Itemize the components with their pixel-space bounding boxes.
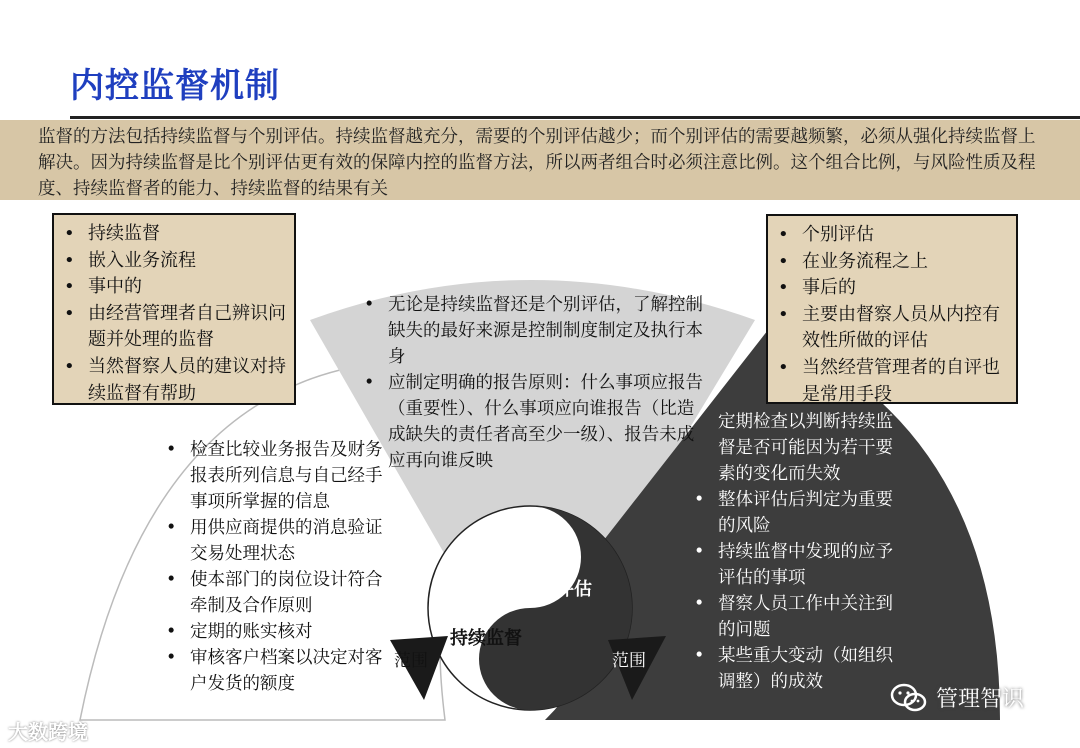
list-item: • 使本部门的岗位设计符合牵制及合作原则 — [160, 567, 395, 619]
list-item: • 嵌入业务流程 — [58, 248, 290, 275]
list-item: • 持续监督 — [58, 221, 290, 248]
list-item: • 无论是持续监督还是个别评估，了解控制缺失的最好来源是控制制度制定及执行本身 — [358, 292, 710, 370]
yinyang-continuous-label: 持续监督 — [450, 628, 522, 649]
intro-text: 监督的方法包括持续监督与个别评估。持续监督越充分，需要的个别评估越少；而个别评估的需要越频繁，必须从强化持续监督上解决。因为持续监督是比个别评估更有效的保障内控的监督方法，所以两者组合时必须注意比例。这个组合比例，与风险性质及程度、持续监督者的能力、持续监督的结果有关 — [0, 120, 1080, 200]
yinyang-individual-label: 个别评估 — [520, 579, 592, 600]
scope-label-left: 范围 — [394, 651, 428, 671]
list-item: • 审核客户档案以决定对客户发货的额度 — [160, 645, 395, 697]
list-item: • 应制定明确的报告原则：什么事项应报告（重要性）、什么事项应向谁报告（比造成缺失的责任者高至少一级）、报告未成应再向谁反映 — [358, 370, 710, 474]
list-item: • 督察人员工作中关注到的问题 — [688, 591, 898, 643]
scope-label-right: 范围 — [612, 651, 646, 671]
list-item: • 当然经营管理者的自评也是常用手段 — [772, 355, 1012, 408]
list-item: • 个别评估 — [772, 222, 1012, 249]
list-item: • 定期的账实核对 — [160, 619, 395, 645]
individual-scope-list — [688, 409, 898, 695]
list-item: • 由经营管理者自己辨识问题并处理的监督 — [58, 301, 290, 354]
list-item: • 用供应商提供的消息验证交易处理状态 — [160, 515, 395, 567]
list-item: • 整体评估后判定为重要的风险 — [688, 487, 898, 539]
continuous-monitoring-box — [52, 213, 296, 405]
watermark-right — [890, 682, 1024, 713]
page-title: 内控监督机制 — [70, 66, 280, 106]
individual-assessment-box — [766, 214, 1018, 404]
list-item: • 在业务流程之上 — [772, 249, 1012, 276]
list-item: • 主要由督察人员从内控有效性所做的评估 — [772, 302, 1012, 355]
common-points-list — [358, 292, 710, 474]
watermark-left — [8, 716, 88, 745]
watermark-right-text: 管理智识 — [936, 687, 1025, 712]
wechat-icon — [890, 683, 928, 713]
list-item: • 当然督察人员的建议对持续监督有帮助 — [58, 354, 290, 407]
list-item: • 持续监督中发现的应予评估的事项 — [688, 539, 898, 591]
watermark-left-text: 大数跨境 — [8, 720, 88, 744]
yinyang-symbol — [428, 506, 632, 710]
scope-lead-text: 定期检查以判断持续监督是否可能因为若干要素的变化而失效 — [718, 412, 893, 484]
continuous-scope-list — [160, 437, 395, 697]
list-item: • 事中的 — [58, 274, 290, 301]
list-item: • 事后的 — [772, 275, 1012, 302]
list-item: • 检查比较业务报告及财务报表所列信息与自己经手事项所掌握的信息 — [160, 437, 395, 515]
list-item: • 某些重大变动（如组织调整）的成效 — [688, 643, 898, 695]
